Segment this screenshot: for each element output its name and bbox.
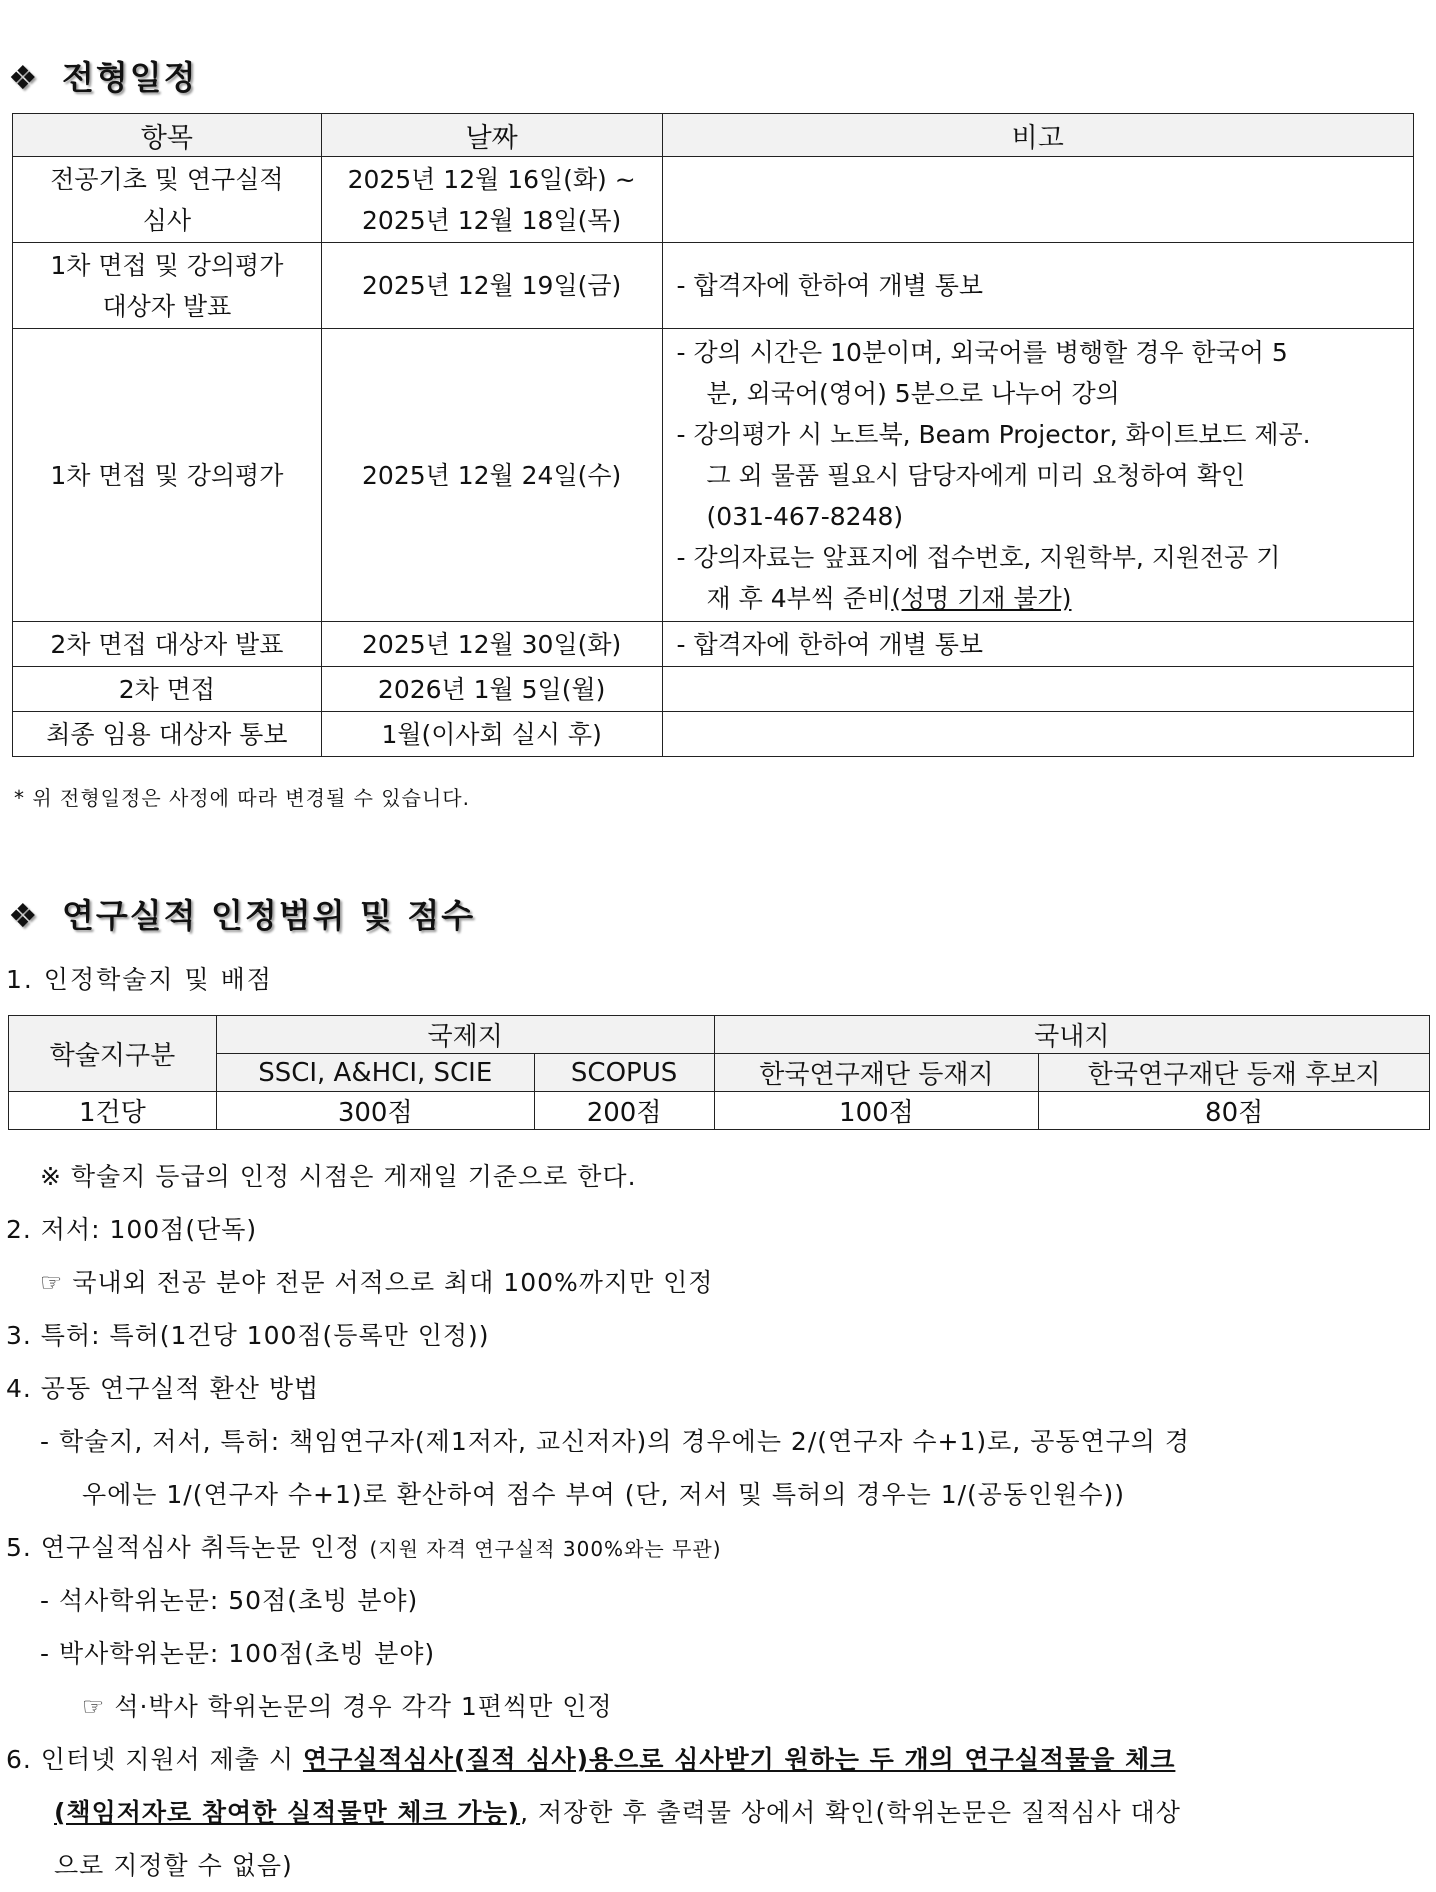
date-text: 2025년 12월 16일(화) ~ [347,164,636,194]
item-text: 심사 [142,205,192,235]
diamond-bullet-icon: ❖ [8,896,38,935]
note-underlined-text: (성명 기재 불가) [891,583,1072,613]
text-main: , 저장한 후 출력물 상에서 확인(학위논문은 질적심사 대상 [520,1798,1181,1827]
schedule-footnote: * 위 전형일정은 사정에 따라 변경될 수 있습니다. [14,786,470,810]
text-small-note: (지원 자격 연구실적 300%와는 무관) [369,1537,722,1561]
header-col: SCOPUS [534,1054,714,1092]
header-date: 날짜 [321,114,662,157]
table-row [13,667,1414,712]
item-text: 대상자 발표 [102,291,232,321]
date-cell [321,157,662,243]
notes-cell [662,667,1413,712]
note-line [677,578,1405,619]
note-line: - 강의자료는 앞표지에 접수번호, 지원학부, 지원전공 기 [676,542,1281,572]
text-line: 2. 저서: 100점(단독) [6,1215,258,1244]
date-cell: 2025년 12월 19일(금) [321,243,662,329]
table-header-row [9,1054,1430,1092]
text-line: 3. 특허: 특허(1건당 100점(등록만 인정)) [6,1321,490,1350]
text-line [6,1733,1426,1786]
section-title-schedule [8,52,198,99]
table-row [9,1092,1430,1130]
header-rowhead: 학술지구분 [9,1016,217,1092]
notes-cell: - 합격자에 한하여 개별 통보 [662,622,1413,667]
journal-score-table [8,1015,1430,1130]
text-line [6,1786,1426,1839]
score-cell: 200점 [534,1092,714,1130]
header-item: 항목 [13,114,322,157]
text-line: 4. 공동 연구실적 환산 방법 [6,1374,320,1403]
section-title-research [8,890,475,937]
text-line: - 박사학위논문: 100점(초빙 분야) [40,1639,436,1668]
text-line: ☞ 국내외 전공 분야 전문 서적으로 최대 100%까지만 인정 [40,1268,714,1297]
item-text: 전공기초 및 연구실적 [50,164,284,194]
date-cell: 2026년 1월 5일(월) [321,667,662,712]
header-group-domestic: 국내지 [714,1016,1429,1054]
text-line: - 학술지, 저서, 특허: 책임연구자(제1저자, 교신저자)의 경우에는 2/(연구자 수+1)로, 공동연구의 경 [40,1427,1191,1456]
diamond-bullet-icon: ❖ [8,58,38,97]
notes-cell: - 합격자에 한하여 개별 통보 [662,243,1413,329]
note-line: - 강의평가 시 노트북, Beam Projector, 화이트보드 제공. [676,419,1311,449]
item-cell: 최종 임용 대상자 통보 [13,712,322,757]
header-col: SSCI, A&HCI, SCIE [216,1054,534,1092]
item-cell [13,243,322,329]
text-line: 우에는 1/(연구자 수+1)로 환산하여 점수 부여 (단, 저서 및 특허의 경우는 1/(공동인원수)) [82,1480,1126,1509]
date-cell: 2025년 12월 24일(수) [321,329,662,622]
text-line: - 석사학위논문: 50점(초빙 분야) [40,1586,419,1615]
note-text: 재 후 4부씩 준비 [706,583,892,613]
subsection-heading: 1. 인정학술지 및 배점 [6,965,273,994]
score-cell: 80점 [1039,1092,1430,1130]
text-emphasis: (책임저자로 참여한 실적물만 체크 가능) [54,1798,521,1827]
row-label: 1건당 [9,1092,217,1130]
research-criteria-text [6,1150,1426,1892]
header-group-international: 국제지 [216,1016,714,1054]
header-col: 한국연구재단 등재 후보지 [1039,1054,1430,1092]
note-line: 분, 외국어(영어) 5분으로 나누어 강의 [706,378,1120,408]
table-header-row [9,1016,1430,1054]
date-cell: 1월(이사회 실시 후) [321,712,662,757]
score-cell: 100점 [714,1092,1039,1130]
text-main: 5. 연구실적심사 취득논문 인정 [6,1533,361,1562]
note-line: 그 외 물품 필요시 담당자에게 미리 요청하여 확인 [706,460,1246,490]
text-line: ※ 학술지 등급의 인정 시점은 게재일 기준으로 한다. [40,1162,637,1191]
item-cell: 2차 면접 대상자 발표 [13,622,322,667]
table-row [13,243,1414,329]
item-cell [13,157,322,243]
item-cell: 2차 면접 [13,667,322,712]
header-notes: 비고 [662,114,1413,157]
item-cell: 1차 면접 및 강의평가 [13,329,322,622]
header-col: 한국연구재단 등재지 [714,1054,1039,1092]
table-row [13,329,1414,622]
notes-cell [662,329,1413,622]
text-emphasis: 연구실적심사(질적 심사)용으로 심사받기 원하는 두 개의 연구실적물을 체크 [302,1745,1176,1774]
note-line: - 강의 시간은 10분이며, 외국어를 병행할 경우 한국어 5 [676,337,1288,367]
text-line: ☞ 석·박사 학위논문의 경우 각각 1편씩만 인정 [82,1692,613,1721]
text-line: 으로 지정할 수 없음) [54,1851,293,1880]
section-title-text: 전형일정 [62,58,198,97]
note-line: (031-467-8248) [706,501,904,531]
table-row [13,622,1414,667]
date-text: 2025년 12월 18일(목) [362,205,622,235]
notes-cell [662,157,1413,243]
text-main: 6. 인터넷 지원서 제출 시 [6,1745,294,1774]
table-row [13,712,1414,757]
section-title-text: 연구실적 인정범위 및 점수 [62,896,476,935]
table-header-row [13,114,1414,157]
schedule-table [12,113,1414,757]
date-cell: 2025년 12월 30일(화) [321,622,662,667]
text-line [6,1521,1426,1574]
item-text: 1차 면접 및 강의평가 [50,250,284,280]
table-row [13,157,1414,243]
notes-cell [662,712,1413,757]
score-cell: 300점 [216,1092,534,1130]
